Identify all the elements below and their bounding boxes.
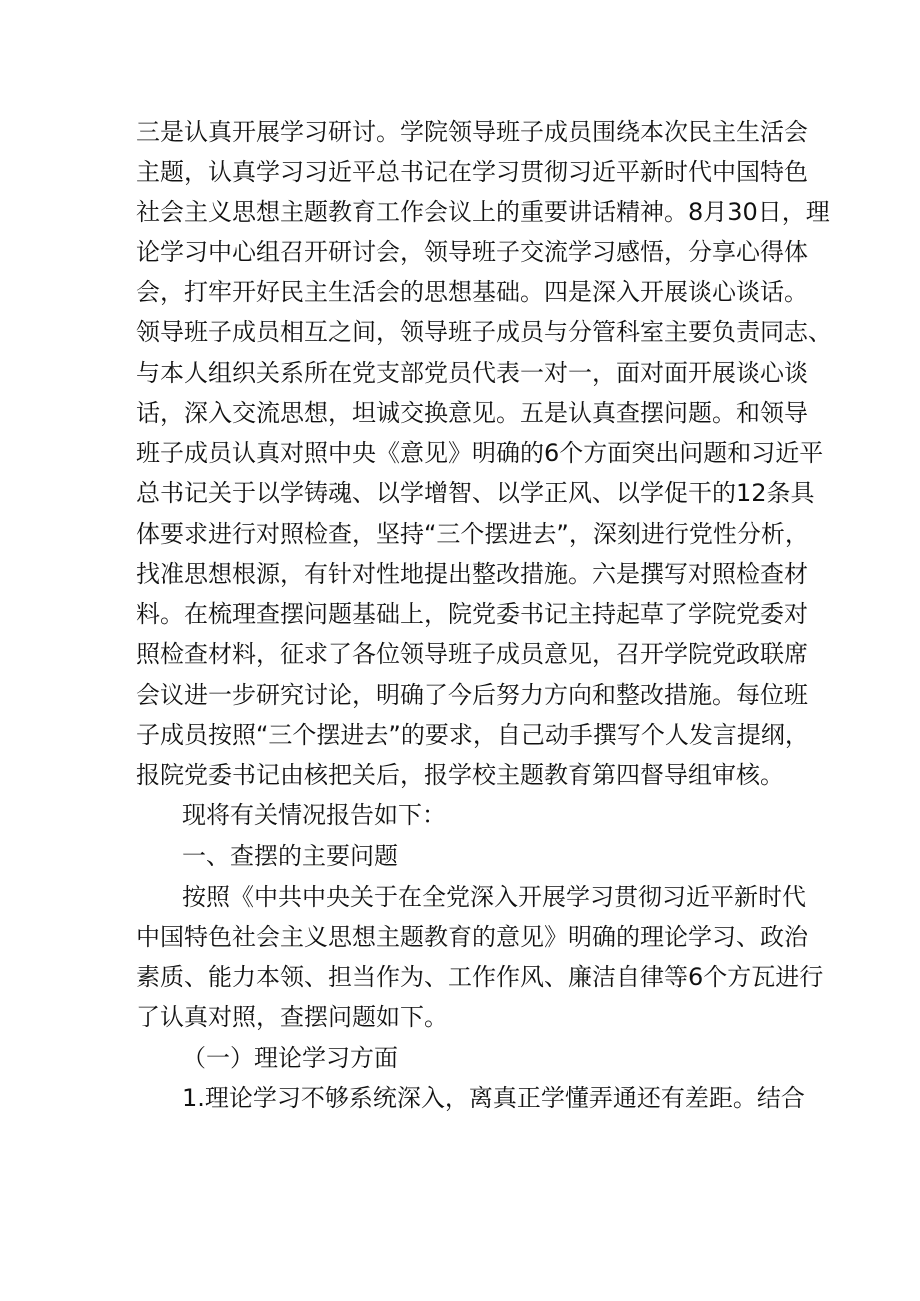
item-1-line-1: 1.理论学习不够系统深入，离真正学懂弄通还有差距。结合 bbox=[182, 1084, 805, 1112]
paragraph-line-5: 会，打牢开好民主生活会的思想基础。四是深入开展谈心谈话。 bbox=[136, 278, 808, 306]
paragraph-line-11: 体要求进行对照检查，坚持“三个摆进去”，深刻进行党性分析， bbox=[136, 520, 809, 548]
paragraph-line-2: 主题，认真学习习近平总书记在学习贯彻习近平新时代中国特色 bbox=[136, 158, 808, 186]
paragraph-line-6: 领导班子成员相互之间，领导班子成员与分管科室主要负责同志、 bbox=[136, 318, 832, 346]
paragraph-2-line-3: 素质、能力本领、担当作为、工作作风、廉洁自律等6个方瓦进行 bbox=[136, 963, 824, 991]
paragraph-line-4: 论学习中心组召开研讨会，领导班子交流学习感悟，分享心得体 bbox=[136, 238, 808, 266]
section-heading: 一、查摆的主要问题 bbox=[182, 842, 398, 870]
paragraph-line-3: 社会主义思想主题教育工作会议上的重要讲话精神。8月30日，理 bbox=[136, 198, 830, 226]
paragraph-line-1: 三是认真开展学习研讨。学院领导班子成员围绕本次民主生活会 bbox=[136, 118, 808, 146]
paragraph-line-8: 话，深入交流思想，坦诚交换意见。五是认真查摆问题。和领导 bbox=[136, 399, 808, 427]
paragraph-2-line-1: 按照《中共中央关于在全党深入开展学习贯彻习近平新时代 bbox=[182, 883, 806, 911]
report-intro: 现将有关情况报告如下： bbox=[182, 801, 446, 829]
paragraph-line-16: 子成员按照“三个摆进去”的要求，自己动手撰写个人发言提纲， bbox=[136, 721, 809, 749]
paragraph-line-9: 班子成员认真对照中央《意见》明确的6个方面突出问题和习近平 bbox=[136, 439, 824, 467]
paragraph-line-15: 会议进一步研究讨论，明确了今后努力方向和整改措施。每位班 bbox=[136, 681, 808, 709]
paragraph-2-line-4: 了认真对照，查摆问题如下。 bbox=[136, 1003, 448, 1031]
subsection-heading: （一）理论学习方面 bbox=[182, 1044, 398, 1072]
paragraph-line-13: 料。在梳理查摆问题基础上，院党委书记主持起草了学院党委对 bbox=[136, 600, 808, 628]
paragraph-2-line-2: 中国特色社会主义思想主题教育的意见》明确的理论学习、政治 bbox=[136, 923, 808, 951]
paragraph-line-17: 报院党委书记由核把关后，报学校主题教育第四督导组审核。 bbox=[136, 761, 784, 789]
paragraph-line-10: 总书记关于以学铸魂、以学增智、以学正风、以学促干的12条具 bbox=[136, 479, 815, 507]
paragraph-line-12: 找准思想根源，有针对性地提出整改措施。六是撰写对照检查材 bbox=[136, 560, 808, 588]
paragraph-line-7: 与本人组织关系所在党支部党员代表一对一，面对面开展谈心谈 bbox=[136, 359, 808, 387]
paragraph-line-14: 照检查材料，征求了各位领导班子成员意见，召开学院党政联席 bbox=[136, 640, 808, 668]
